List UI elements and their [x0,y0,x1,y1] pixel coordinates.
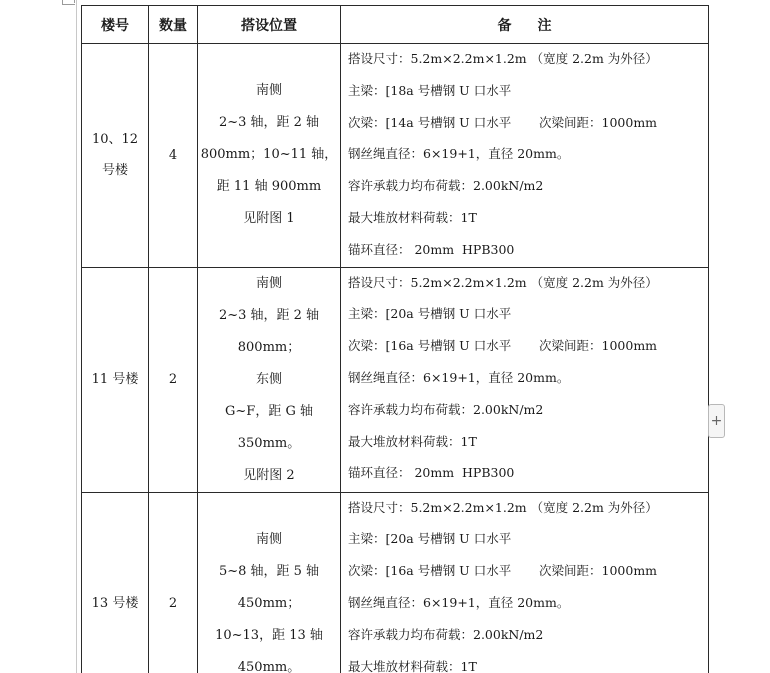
notes-cell [341,44,709,268]
note-line: 钢丝绳直径：6×19+1，直径 20mm。 [348,369,570,385]
building-cell [82,267,149,492]
table-row [82,267,709,492]
location-line: 南侧 [255,531,282,547]
location-cell [198,267,341,492]
note-line: 主梁：[18a 号槽钢 U 口水平 [348,82,512,98]
header-quantity: 数量 [149,6,198,44]
note-line: 次梁：[16a 号槽钢 U 口水平 次梁间距：1000mm [348,563,658,579]
location-line: 南侧 [255,83,282,99]
note-line: 钢丝绳直径：6×19+1，直径 20mm。 [348,146,570,162]
note-line: 最大堆放材料荷载：1T [348,209,477,225]
building-line: 11 号楼 [91,372,139,388]
table-row [82,492,709,673]
header-location: 搭设位置 [198,6,341,44]
quantity-cell: 2 [149,267,198,492]
note-line: 钢丝绳直径：6×19+1，直径 20mm。 [348,594,570,610]
building-line: 10、12 [91,132,139,148]
location-cell [198,492,341,673]
location-line: 10~13，距 13 轴 [215,627,323,643]
location-line: 2~3 轴，距 2 轴 [218,115,320,131]
location-line: G~F，距 G 轴 350mm。 [225,403,313,451]
building-cell [82,44,149,268]
location-line: 见附图 1 [243,211,295,227]
plus-icon: + [710,413,723,429]
header-remarks [341,6,709,44]
note-line: 最大堆放材料荷载：1T [348,433,477,449]
location-line: 南侧 [255,275,282,291]
location-line: 2~3 轴，距 2 轴 [218,307,320,323]
location-line: 5~8 轴，距 5 轴 [218,563,320,579]
note-line: 锚环直径： 20mm HPB300 [348,241,515,257]
quantity-cell: 2 [149,492,198,673]
location-line: 800mm；10~11 轴， [200,147,338,163]
building-line: 号楼 [101,163,128,179]
note-line: 容许承载力均布荷载：2.00kN/m2 [348,626,544,642]
quantity-cell: 4 [149,44,198,268]
location-line: 450mm。 [237,659,301,673]
note-line: 搭设尺寸：5.2m×2.2m×1.2m （宽度 2.2m 为外径） [348,51,658,66]
note-line: 主梁：[20a 号槽钢 U 口水平 [348,531,512,547]
note-line: 容许承载力均布荷载：2.00kN/m2 [348,178,544,194]
note-line: 锚环直径： 20mm HPB300 [348,465,515,481]
location-line: 东侧 [255,371,282,387]
note-line: 最大堆放材料荷载：1T [348,658,477,673]
header-building: 楼号 [82,6,149,44]
note-line: 次梁：[14a 号槽钢 U 口水平 次梁间距：1000mm [348,114,658,130]
notes-cell [341,267,709,492]
table-header-row [82,6,709,44]
notes-cell [341,492,709,673]
building-cell [82,492,149,673]
page-corner-tick [74,0,75,3]
table-row [82,44,709,268]
note-line: 容许承载力均布荷载：2.00kN/m2 [348,401,544,417]
location-line: 距 11 轴 900mm [216,179,322,195]
location-cell [198,44,341,268]
platform-spec-table [81,5,709,673]
location-line: 800mm； [237,339,301,355]
location-line: 见附图 2 [243,467,295,483]
note-line: 主梁：[20a 号槽钢 U 口水平 [348,306,512,322]
page-margin-line [76,0,77,673]
expand-button[interactable] [708,404,725,438]
note-line: 次梁：[16a 号槽钢 U 口水平 次梁间距：1000mm [348,338,658,354]
note-line: 搭设尺寸：5.2m×2.2m×1.2m （宽度 2.2m 为外径） [348,274,658,290]
header-remarks-text: 备注 [497,17,578,34]
building-line: 13 号楼 [91,596,139,612]
location-line: 450mm； [237,595,301,611]
note-line: 搭设尺寸：5.2m×2.2m×1.2m （宽度 2.2m 为外径） [348,499,658,515]
